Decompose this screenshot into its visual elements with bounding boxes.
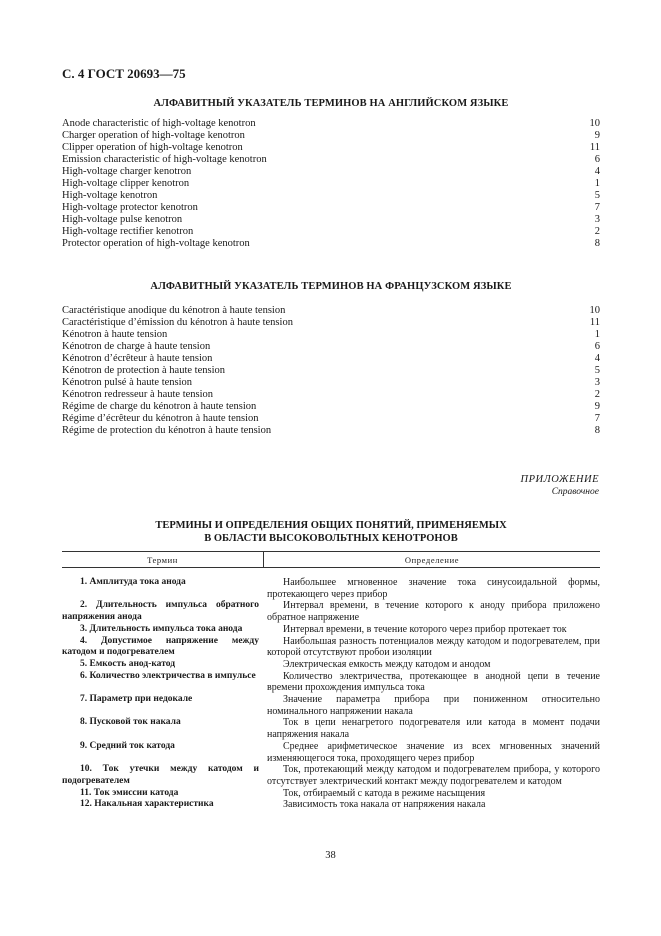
french-index-number: 9 [594,401,600,412]
term-text: 11. Ток эмиссии катода [80,787,179,798]
table-row [62,764,600,787]
french-index-row [62,341,600,353]
english-index-number: 2 [594,226,600,237]
french-index-term: Kénotron pulsé à haute tension [62,377,193,388]
term-text: 1. Амплитуда тока анода [80,577,186,587]
definition-cell: Наибольшая разность потенциалов между катодом и подогревателем, при которой отсутствуют пробои изоляции [267,635,600,659]
french-index-row [62,353,600,365]
english-index-term: High-voltage kenotron [62,190,158,201]
french-index-row [62,365,600,377]
french-index-number: 4 [594,353,600,364]
term-text: 5. Емкость анод-катод [80,658,176,669]
french-index-term: Kénotron de protection à haute tension [62,365,225,376]
french-index-title: АЛФАВИТНЫЙ УКАЗАТЕЛЬ ТЕРМИНОВ НА ФРАНЦУЗСКОМ ЯЗЫКЕ [150,281,512,292]
table-body [62,577,600,811]
page-header: С. 4 ГОСТ 20693—75 [62,66,186,81]
english-index-term: Anode characteristic of high-voltage kenotron [62,118,256,129]
french-index-row [62,377,600,389]
english-index-list [62,118,600,250]
appendix-label-block [521,474,600,497]
term-cell [62,717,263,740]
appendix-title [62,520,600,545]
definition-cell: Значение параметра прибора при пониженном относительно номинального напряжении накала [267,694,600,717]
french-index-number: 3 [594,377,600,388]
english-index-number: 4 [594,166,600,177]
term-cell [62,577,263,600]
table-header [62,551,600,568]
french-index-term: Régime de protection du kénotron à haute tension [62,425,272,436]
english-index-number: 6 [594,154,600,165]
english-index-term: Clipper operation of high-voltage kenotron [62,142,243,153]
french-index-number: 6 [594,341,600,352]
table-row [62,577,600,600]
table-row [62,788,600,800]
term-text: 9. Средний ток катода [80,740,175,751]
term-cell [62,671,263,694]
french-index-term: Régime d’écrêteur du kénotron à haute tension [62,413,259,424]
english-index-row [62,154,600,166]
appendix-sublabel: Справочное [551,487,599,497]
french-index-number: 10 [589,305,600,316]
english-index-term: Charger operation of high-voltage kenotron [62,130,245,141]
english-index-number: 7 [594,202,600,213]
term-text: 6. Количество электричества в импульсе [80,670,256,681]
french-index-number: 8 [594,425,600,436]
french-index-term: Kénotron d’écrêteur à haute tension [62,353,213,364]
french-index-term: Caractéristique anodique du kénotron à haute tension [62,305,286,316]
english-index-number: 9 [594,130,600,141]
term-cell [62,741,263,764]
english-index-number: 1 [594,178,600,189]
column-header-term: Термин [62,552,264,567]
english-index-row [62,178,600,190]
french-index-row [62,305,600,317]
french-index-row [62,317,600,329]
french-index-number: 11 [589,317,600,328]
term-text: 3. Длительность импульса тока анода [80,623,243,634]
english-index-number: 10 [589,118,600,129]
english-index-term: High-voltage clipper kenotron [62,178,190,189]
english-index-row [62,190,600,202]
definition-cell: Интервал времени, в течение которого к аноду прибора приложено обратное напряжение [267,600,600,624]
table-row [62,659,600,671]
term-cell [62,764,263,787]
appendix-title-line2: В ОБЛАСТИ ВЫСОКОВОЛЬТНЫХ КЕНОТРОНОВ [204,532,458,544]
term-text: 12. Накальная характеристика [80,799,214,810]
french-index-row [62,425,600,437]
english-index-row [62,142,600,154]
term-cell [62,788,263,800]
table-row [62,717,600,740]
term-cell [62,799,263,811]
definition-cell: Зависимость тока накала от напряжения накала [283,799,486,811]
definition-cell: Электрическая емкость между катодом и анодом [283,658,491,670]
english-index-row [62,118,600,130]
definition-cell: Интервал времени, в течение которого через прибор протекает ток [283,623,567,635]
term-text: 2. Длительность импульса обратного напряжения анода [62,600,259,623]
french-index-row [62,389,600,401]
term-cell [62,636,263,659]
english-index-term: High-voltage rectifier kenotron [62,226,194,237]
english-index-row [62,202,600,214]
definition-cell: Наибольшее мгновенное значение тока синусоидальной формы, протекающего через прибор [267,577,600,600]
english-index-row [62,214,600,226]
definition-cell: Количество электричества, протекающее в анодной цепи в течение времени прохождения импульса тока [267,670,600,694]
column-header-definition: Определение [404,554,460,565]
french-index-number: 1 [594,329,600,340]
term-cell [62,659,263,671]
table-row [62,636,600,659]
english-index-term: High-voltage pulse kenotron [62,214,183,225]
english-index-term: High-voltage protector kenotron [62,202,198,213]
french-index-list [62,305,600,437]
english-index-row [62,238,600,250]
appendix-title-line1: ТЕРМИНЫ И ОПРЕДЕЛЕНИЯ ОБЩИХ ПОНЯТИЙ, ПРИМЕНЯЕМЫХ [155,520,507,531]
term-cell [62,694,263,717]
french-index-row [62,413,600,425]
table-row [62,600,600,623]
definition-cell: Ток, отбираемый с катода в режиме насыщения [283,787,486,799]
french-index-term: Kénotron redresseur à haute tension [62,389,214,400]
english-index-term: High-voltage charger kenotron [62,166,192,177]
term-text: 8. Пусковой ток накала [80,717,181,728]
english-index-row [62,130,600,142]
english-index-term: Protector operation of high-voltage kenotron [62,238,250,249]
term-text: 7. Параметр при недокале [80,694,193,705]
english-index-row [62,166,600,178]
table-row [62,741,600,764]
table-row [62,694,600,717]
english-index-row [62,226,600,238]
page-number: 38 [325,850,336,861]
term-text: 4. Допустимое напряжение между катодом и подогревателем [62,635,259,658]
french-index-number: 7 [594,413,600,424]
definition-cell: Ток, протекающий между катодом и подогревателем прибора, у которого отсутствует электрический контакт между подогревателем и катодом [267,764,600,787]
appendix-label: ПРИЛОЖЕНИЕ [520,474,599,485]
french-index-number: 5 [594,365,600,376]
french-index-term: Kénotron de charge à haute tension [62,341,211,352]
french-index-row [62,329,600,341]
french-index-row [62,401,600,413]
term-cell [62,624,263,636]
english-index-number: 5 [594,190,600,201]
term-text: 10. Ток утечки между катодом и подогревателем [62,764,259,786]
definition-cell: Ток в цепи ненагретого подогревателя или катода в момент подачи напряжения накала [267,717,600,741]
table-row [62,671,600,694]
french-index-number: 2 [594,389,600,400]
english-index-term: Emission characteristic of high-voltage kenotron [62,154,267,165]
french-index-term: Caractéristique d’émission du kénotron à haute tension [62,317,293,328]
table-row [62,624,600,636]
french-index-term: Kénotron à haute tension [62,329,168,340]
table-row [62,799,600,811]
english-index-number: 3 [594,214,600,225]
english-index-number: 11 [589,142,600,153]
english-index-number: 8 [594,238,600,249]
english-index-title: АЛФАВИТНЫЙ УКАЗАТЕЛЬ ТЕРМИНОВ НА АНГЛИЙСКОМ ЯЗЫКЕ [153,98,509,109]
terms-table [62,551,600,811]
definition-cell: Среднее арифметическое значение из всех мгновенных значений изменяющегося тока, проходящего через прибор [267,740,600,764]
term-cell [62,600,263,623]
french-index-term: Régime de charge du kénotron à haute tension [62,401,257,412]
